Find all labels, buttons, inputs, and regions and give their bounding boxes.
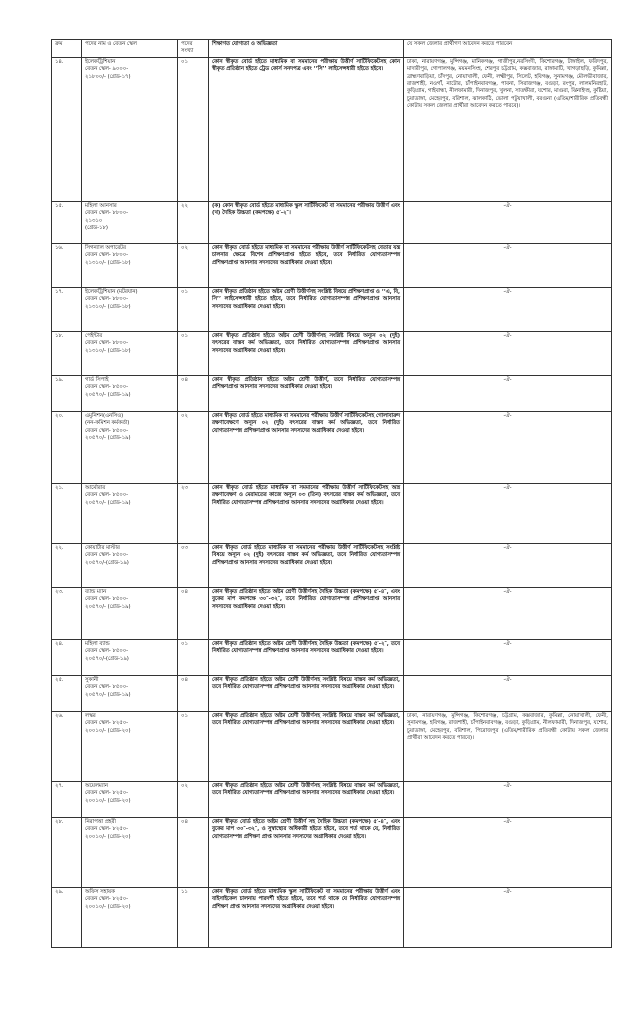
- pay-scale-line: বেতন স্কেল- ৮৫০০-: [85, 384, 129, 391]
- qualification-cell: কোন স্বীকৃত বোর্ড হইতে অষ্টম শ্রেণী উত্তীর্ণ সহ দৈহিক উচ্চতা (কমপক্ষে) ৫′-৪″, এবং বুকের মাপ ৩০″-৩২″, ও সুস্বাস্থ্যের অধিকারী হইতে হইবে, তবে শর্ত থাকে যে, নির্ধারিত যোগ্যতাসম্পন্ন প্রশিক্ষণ প্রাপ্ত আনসার সদস্যদের অগ্রাধিকার দেওয়া হইবে।: [209, 817, 404, 887]
- post-name: গার্ড সিপাই: [85, 376, 109, 383]
- pay-scale-line: ২০৫৭০/-(গ্রেড-১৯): [85, 559, 129, 566]
- pay-scale-line: ২০০১০/- (গ্রেড-২০): [85, 727, 131, 734]
- post-cell: [82, 781, 178, 817]
- post-name: অয়েলম্যান: [85, 782, 108, 789]
- post-cell: [82, 483, 178, 543]
- post-name: লস্কর: [85, 712, 96, 719]
- pay-scale-line: বেতন স্কেল- ৮৫০০-: [85, 596, 129, 603]
- pay-scale-line: বেতন স্কেল- ৮৫০০-: [85, 648, 129, 655]
- post-cell: [82, 201, 178, 243]
- serial-cell: ২৩.: [52, 587, 82, 639]
- table-row: [52, 483, 612, 543]
- pay-scale-line: বেতন স্কেল- ৮২৫০-: [85, 790, 129, 797]
- post-cell: [82, 287, 178, 331]
- post-count-cell: ০১: [178, 287, 209, 331]
- post-cell: [82, 887, 178, 947]
- districts-cell: -ঐ-: [404, 287, 612, 331]
- qualification-cell: কোন স্বীকৃত প্রতিষ্ঠান হইতে অষ্টম শ্রেণী উত্তীর্ণ, তবে নির্ধারিত যোগ্যতাসম্পন্ন প্রশিক্ষণপ্রাপ্ত আনসার সদস্যদের অগ্রাধিকার দেওয়া হইবে।: [209, 375, 404, 411]
- qualification-cell: কোন স্বীকৃত বোর্ড হইতে মাধ্যমিক স্কুল সার্টিফিকেট বা সমমানের পরীক্ষায় উত্তীর্ণ এবং বাইসাইকেল চালনায় পারদর্শী হইতে হইবে, তবে শর্ত থাকে যে নির্ধারিত যোগ্যতাসম্পন্ন প্রশিক্ষণ প্রাপ্ত আনসার সদস্যদের অগ্রাধিকার দেওয়া হইবে।: [209, 887, 404, 947]
- qualification-cell: কোন স্বীকৃত প্রতিষ্ঠান হইতে অষ্টম শ্রেণী উত্তীর্ণসহ সংশ্লিষ্ট বিষয়ে বাস্তব কর্ম অভিজ্ঞতা, তবে নির্ধারিত যোগ্যতাসম্পন্ন প্রশিক্ষণপ্রাপ্ত আনসার সদস্যদের অগ্রাধিকার দেওয়া হইবে।: [209, 781, 404, 817]
- post-count-cell: ০১: [178, 331, 209, 375]
- post-count-cell: ০২: [178, 781, 209, 817]
- serial-cell: ২০.: [52, 411, 82, 483]
- post-count-cell: ০৪: [178, 375, 209, 411]
- post-name: নিরাপত্তা প্রহরী: [85, 818, 116, 825]
- serial-cell: ১৫.: [52, 201, 82, 243]
- post-count-cell: ০২: [178, 411, 209, 483]
- pay-scale-line: বেতন স্কেল- ৮৫০০-: [85, 552, 129, 559]
- post-cell: [82, 375, 178, 411]
- header-eligible-districts: যে সকল জেলার প্রার্থীগণ আবেদন করতে পারবেন: [404, 40, 612, 58]
- pay-scale-line: ২০৫৭০/- (গ্রেড-১৯): [85, 435, 131, 442]
- post-name: মহিলা ব্যান্ড: [85, 640, 110, 647]
- qualification-cell: (ক) কোন স্বীকৃত বোর্ড হইতে মাধ্যমিক স্কুল সার্টিফিকেট বা সমমানের পরীক্ষায় উত্তীর্ণ এবং (খ) দৈহিক উচ্চতা (কমপক্ষে) ৫′-২″।: [209, 201, 404, 243]
- pay-scale-line: ২১৩১০: [85, 217, 103, 224]
- districts-cell: -ঐ-: [404, 781, 612, 817]
- pay-scale-line: বেতন স্কেল- ৮২৫০-: [85, 896, 129, 903]
- table-row: [52, 817, 612, 887]
- districts-cell: -ঐ-: [404, 331, 612, 375]
- pay-scale-line: ২১৩১০/- (গ্রেড-১৮): [85, 259, 131, 266]
- qualification-cell: কোন স্বীকৃত বোর্ড হইতে মাধ্যমিক বা সমমানের পরীক্ষায় উত্তীর্ণ সার্টিফিকেটসহ কোন স্বীকৃত প্রতিষ্ঠান হইতে ট্রেড কোর্স সনদপত্র এবং ‘‘সি’’ লাইসেন্সধারী হইতে হইবে।: [209, 57, 404, 201]
- serial-cell: ২১.: [52, 483, 82, 543]
- serial-cell: ২৫.: [52, 675, 82, 711]
- table-row: [52, 201, 612, 243]
- serial-cell: ১৭.: [52, 287, 82, 331]
- qualification-cell: কোন স্বীকৃত বোর্ড হইতে মাধ্যমিক বা সমমানের পরীক্ষায় উত্তীর্ণ সার্টিফিকেটসহ অস্ত্র রক্ষণাবেক্ষণ ও মেরামতের কাজে অন্যূন ০৩ (তিন) বৎসরের বাস্তব কর্ম অভিজ্ঞতা, তবে নির্ধারিত যোগ্যতাসম্পন্ন প্রশিক্ষণপ্রাপ্ত আনসার সদস্যদের অগ্রাধিকার দেওয়া হইবে।: [209, 483, 404, 543]
- recruitment-table: [51, 39, 612, 948]
- qualification-cell: কোন স্বীকৃত বোর্ড হইতে মাধ্যমিক বা সমমানের পরীক্ষায় উত্তীর্ণ সার্টিফিকেটসহ গোলাবারুদ রক্ষণাবেক্ষণে অন্যূন ০২ (দুই) বৎসরের বাস্তব কর্ম অভিজ্ঞতা, তবে নির্ধারিত যোগ্যতাসম্পন্ন প্রশিক্ষণপ্রাপ্ত আনসার সদস্যদের অগ্রাধিকার দেওয়া হইবে।: [209, 411, 404, 483]
- post-count-cell: ২২: [178, 201, 209, 243]
- serial-cell: ২২.: [52, 543, 82, 587]
- table-body: [52, 57, 612, 947]
- table-row: [52, 711, 612, 781]
- qualification-cell: কোন স্বীকৃত প্রতিষ্ঠান হইতে অষ্টম শ্রেণী উত্তীর্ণসহ সংশ্লিষ্ট বিষয়ে বাস্তব কর্ম অভিজ্ঞতা, তবে নির্ধারিত যোগ্যতাসম্পন্ন প্রশিক্ষণপ্রাপ্ত আনসার সদস্যদের অগ্রাধিকার দেওয়া হইবে।: [209, 675, 404, 711]
- pay-scale-line: ২০০১০/- (গ্রেড-২০): [85, 903, 131, 910]
- post-count-cell: ০৪: [178, 587, 209, 639]
- districts-cell: -ঐ-: [404, 887, 612, 947]
- post-count-cell: ০৩: [178, 543, 209, 587]
- districts-cell: -ঐ-: [404, 817, 612, 887]
- districts-cell: -ঐ-: [404, 639, 612, 675]
- pay-scale-line: ২০৫৭০/- (গ্রেড-১৯): [85, 499, 131, 506]
- header-post-and-scale: পদের নাম ও বেতন স্কেল: [82, 40, 178, 58]
- qualification-cell: কোন স্বীকৃত বোর্ড হইতে মাধ্যমিক বা সমমানের পরীক্ষায় উত্তীর্ণ সার্টিফিকেটসহ সংশ্লিষ্ট বিষয়ে অন্যূন ০২ (দুই) বৎসরের বাস্তব কর্ম অভিজ্ঞতা, তবে নির্ধারিত যোগ্যতাসম্পন্ন প্রশিক্ষণপ্রাপ্ত আনসার সদস্যদের অগ্রাধিকার দেওয়া হইবে।: [209, 543, 404, 587]
- post-cell: [82, 639, 178, 675]
- table-row: [52, 331, 612, 375]
- qualification-cell: কোন স্বীকৃত বোর্ড হইতে মাধ্যমিক বা সমমানের পরীক্ষায় উত্তীর্ণ সার্টিফিকেটসহ বেতার যন্ত্র চালনার ক্ষেত্রে বিশেষ প্রশিক্ষণপ্রাপ্ত হইতে হইবে, তবে নির্ধারিত যোগ্যতাসম্পন্ন প্রশিক্ষণপ্রাপ্ত আনসার সদস্যদের অগ্রাধিকার দেওয়া হইবে।: [209, 243, 404, 287]
- qualification-cell: কোন স্বীকৃত প্রতিষ্ঠান হইতে অষ্টম শ্রেণী উত্তীর্ণসহ সংশ্লিষ্ট বিষয়ে বাস্তব কর্ম অভিজ্ঞতা, তবে নির্ধারিত যোগ্যতাসম্পন্ন প্রশিক্ষণপ্রাপ্ত আনসার সদস্যদের অগ্রাধিকার দেওয়া হইবে।: [209, 711, 404, 781]
- table-row: [52, 587, 612, 639]
- qualification-cell: কোন স্বীকৃত প্রতিষ্ঠান হইতে অষ্টম শ্রেণী উত্তীর্ণসহ দৈহিক উচ্চতা (কমপক্ষে) ৫′-২″, তবে নির্ধারিত যোগ্যতাসম্পন্ন প্রশিক্ষণপ্রাপ্ত আনসার সদস্যদের অগ্রাধিকার দেওয়া হইবে।: [209, 639, 404, 675]
- post-count-cell: ০১: [178, 57, 209, 201]
- table-row: [52, 543, 612, 587]
- pay-scale-line: ২১৩১০/- (গ্রেড-১৮): [85, 303, 131, 310]
- districts-cell: ঢাকা, নারায়ণগঞ্জ, মুন্সিগঞ্জ, কিশোরগঞ্জ, চট্টগ্রাম, কক্সবাজার, কুমিল্লা, নোয়াখালী, ফেনী, সুনামগঞ্জ, হবিগঞ্জ, রাজশাহী, চাঁপাইনবাবগঞ্জ, বগুড়া, কুড়িগ্রাম, নীলফামারী, দিনাজপুর, যশোর, চুয়াডাঙ্গা, মেহেরপুর, বরিশাল, পিরোজপুর (এতিম/শারীরিক প্রতিবন্ধী কোটায় সকল জেলার প্রার্থীরা আবেদন করতে পারবে)।: [404, 711, 612, 781]
- table-row: [52, 287, 612, 331]
- pay-scale-line: ২০৫৭০/- (গ্রেড-১৯): [85, 391, 131, 398]
- post-cell: [82, 243, 178, 287]
- pay-scale-line: ২১৮০০/- (গ্রেড-১৭): [85, 73, 131, 80]
- post-cell: [82, 331, 178, 375]
- serial-cell: ২৯.: [52, 887, 82, 947]
- post-name: ব্যান্ড ম্যান: [85, 588, 107, 595]
- post-count-cell: ০১: [178, 639, 209, 675]
- post-count-cell: ০১: [178, 711, 209, 781]
- pay-scale-line: ২০০১০/- (গ্রেড-২০): [85, 797, 131, 804]
- pay-scale-line: (গ্রেড-১৮): [85, 225, 108, 232]
- post-name: সিগন্যাল অপারেটর: [85, 244, 126, 251]
- post-count-cell: ০৪: [178, 817, 209, 887]
- post-name: আর্মোরার: [85, 484, 106, 491]
- districts-cell: ঢাকা, নারায়ণগঞ্জ, মুন্সিগঞ্জ, মানিকগঞ্জ, গাজীপুর,নরসিংদী, কিশোরগঞ্জ, টাঙ্গাইল, ফরিদপুর, মাদারীপুর, গোপালগঞ্জ, ময়মনসিংহ, শেরপুর চট্টগ্রাম, কক্সবাজার, রাঙ্গামাটি, খাগড়াছড়ি, কুমিল্লা, ব্রাহ্মণবাড়িয়া, চাঁদপুর, নোয়াখালী, ফেনী, লক্ষ্মীপুর, সিলেট, হবিগঞ্জ, সুনামগঞ্জ, মৌলভীবাজার, রাজশাহী, নওগাঁ, নাটোর, চাঁপাইনবাবগঞ্জ, পাবনা, সিরাজগঞ্জ, বগুড়া, রংপুর, লালমনিরহাট, কুড়িগ্রাম, গাইবান্ধা, নীলফামারী, দিনাজপুর, খুলনা, সাতক্ষীরা, যশোর, মাগুরা, ঝিনাইদহ, কুষ্টিয়া, চুয়াডাঙ্গা, মেহেরপুর, বরিশাল, ঝালকাঠি, ভোলা পটুয়াখালী, বরগুনা (এতিম/শারীরিক প্রতিবন্ধী কোটায় সকল জেলার প্রার্থীরা আবেদন করতে পারবে)।: [404, 57, 612, 201]
- post-cell: [82, 817, 178, 887]
- table-row: [52, 411, 612, 483]
- post-name: অফিস সহায়ক: [85, 888, 115, 895]
- pay-scale-line: বেতন স্কেল- ৮২৫০-: [85, 826, 129, 833]
- districts-cell: -ঐ-: [404, 587, 612, 639]
- header-post-count: পদের সংখ্যা: [178, 40, 209, 58]
- table-row: [52, 375, 612, 411]
- pay-scale-line: বেতন স্কেল- ৯০০০-: [85, 66, 129, 73]
- serial-cell: ১৮.: [52, 331, 82, 375]
- pay-scale-line: (নন-কমিশন কর্মকর্তা): [85, 420, 130, 427]
- districts-cell: -ঐ-: [404, 543, 612, 587]
- pay-scale-line: ২১৩১০/- (গ্রেড-১৮): [85, 347, 131, 354]
- post-name: সুকানী: [85, 676, 99, 683]
- serial-cell: ২৮.: [52, 817, 82, 887]
- post-count-cell: ২৩: [178, 483, 209, 543]
- post-cell: [82, 587, 178, 639]
- serial-cell: ১৪.: [52, 57, 82, 201]
- post-count-cell: ০৪: [178, 675, 209, 711]
- post-name: এমুনিশন(এনসিও): [85, 412, 124, 419]
- qualification-cell: কোন স্বীকৃত প্রতিষ্ঠান হইতে অষ্টম শ্রেণী উত্তীর্ণসহ দৈহিক উচ্চতা (কমপক্ষে) ৫′-৪″, এবং বুকের মাপ কমপক্ষে ৩০″-৩২″, তবে নির্ধারিত যোগ্যতাসম্পন্ন প্রশিক্ষণপ্রাপ্ত আনসার সদস্যদের অগ্রাধিকার দেওয়া হইবে।: [209, 587, 404, 639]
- table-row: [52, 57, 612, 201]
- qualification-cell: কোন স্বীকৃত প্রতিষ্ঠান হইতে অষ্টম শ্রেণী উত্তীর্ণসহ সংশ্লিষ্ট বিষয়ে অন্যূন ০২ (দুই) বৎসরের বাস্তব কর্ম অভিজ্ঞতা, তবে নির্ধারিত যোগ্যতাসম্পন্ন প্রশিক্ষণপ্রাপ্ত আনসার সদস্যদের অগ্রাধিকার দেওয়া হইবে।: [209, 331, 404, 375]
- districts-cell: -ঐ-: [404, 375, 612, 411]
- table-row: [52, 639, 612, 675]
- pay-scale-line: ২০৫৭০/- (গ্রেড-১৯): [85, 603, 131, 610]
- table-row: [52, 887, 612, 947]
- table-row: [52, 243, 612, 287]
- table-row: [52, 675, 612, 711]
- pay-scale-line: ২০৫৭০/- (গ্রেড-১৯): [85, 691, 131, 698]
- qualification-cell: কোন স্বীকৃত প্রতিষ্ঠান হইতে অষ্টম শ্রেণী উত্তীর্ণসহ সংশ্লিষ্ট বিষয়ে প্রশিক্ষণপ্রাপ্ত ও ‘‘এ, বি, সি’’ লাইসেন্সধারী হইতে হইবে, তবে নির্ধারিত যোগ্যতাসম্পন্ন প্রশিক্ষণপ্রাপ্ত আনসার সদস্যদের অগ্রাধিকার দেওয়া হইবে।: [209, 287, 404, 331]
- pay-scale-line: বেতন স্কেল- ৮২৫০-: [85, 720, 129, 727]
- table-row: [52, 781, 612, 817]
- post-count-cell: ০২: [178, 243, 209, 287]
- serial-cell: ১৯.: [52, 375, 82, 411]
- post-name: ইলেকট্রিশিয়ান (মটরযান): [85, 288, 138, 295]
- districts-cell: -ঐ-: [404, 675, 612, 711]
- districts-cell: -ঐ-: [404, 411, 612, 483]
- header-serial: ক্রম: [52, 40, 82, 58]
- districts-cell: -ঐ-: [404, 201, 612, 243]
- serial-cell: ১৬.: [52, 243, 82, 287]
- post-cell: [82, 675, 178, 711]
- post-name: পেইন্টার: [85, 332, 103, 339]
- serial-cell: ২৪.: [52, 639, 82, 675]
- post-count-cell: ১১: [178, 887, 209, 947]
- post-cell: [82, 711, 178, 781]
- post-cell: [82, 57, 178, 201]
- post-name: কোয়ার্টার মাস্টার: [85, 544, 120, 551]
- pay-scale-line: বেতন স্কেল- ৮৮০০-: [85, 252, 129, 259]
- districts-cell: -ঐ-: [404, 243, 612, 287]
- pay-scale-line: বেতন স্কেল- ৮৮০০-: [85, 210, 129, 217]
- post-name: ইলেকট্রিশিয়ান: [85, 58, 116, 65]
- districts-cell: -ঐ-: [404, 483, 612, 543]
- header-qualification: শিক্ষাগত যোগ্যতা ও অভিজ্ঞতা: [209, 40, 404, 58]
- pay-scale-line: বেতন স্কেল- ৮৮০০-: [85, 340, 129, 347]
- post-name: মহিলা আনসার: [85, 202, 117, 209]
- pay-scale-line: বেতন স্কেল- ৮৫০০-: [85, 684, 129, 691]
- pay-scale-line: বেতন স্কেল- ৮৫০০-: [85, 492, 129, 499]
- post-cell: [82, 411, 178, 483]
- table-header-row: [52, 40, 612, 58]
- pay-scale-line: বেতন স্কেল- ৮৫০০-: [85, 427, 129, 434]
- serial-cell: ২৬.: [52, 711, 82, 781]
- pay-scale-line: ২০০১০/- (গ্রেড-২০): [85, 833, 131, 840]
- serial-cell: ২৭.: [52, 781, 82, 817]
- pay-scale-line: বেতন স্কেল- ৮৮০০-: [85, 296, 129, 303]
- pay-scale-line: ২০৫৭০/-(গ্রেড-১৯): [85, 655, 129, 662]
- post-cell: [82, 543, 178, 587]
